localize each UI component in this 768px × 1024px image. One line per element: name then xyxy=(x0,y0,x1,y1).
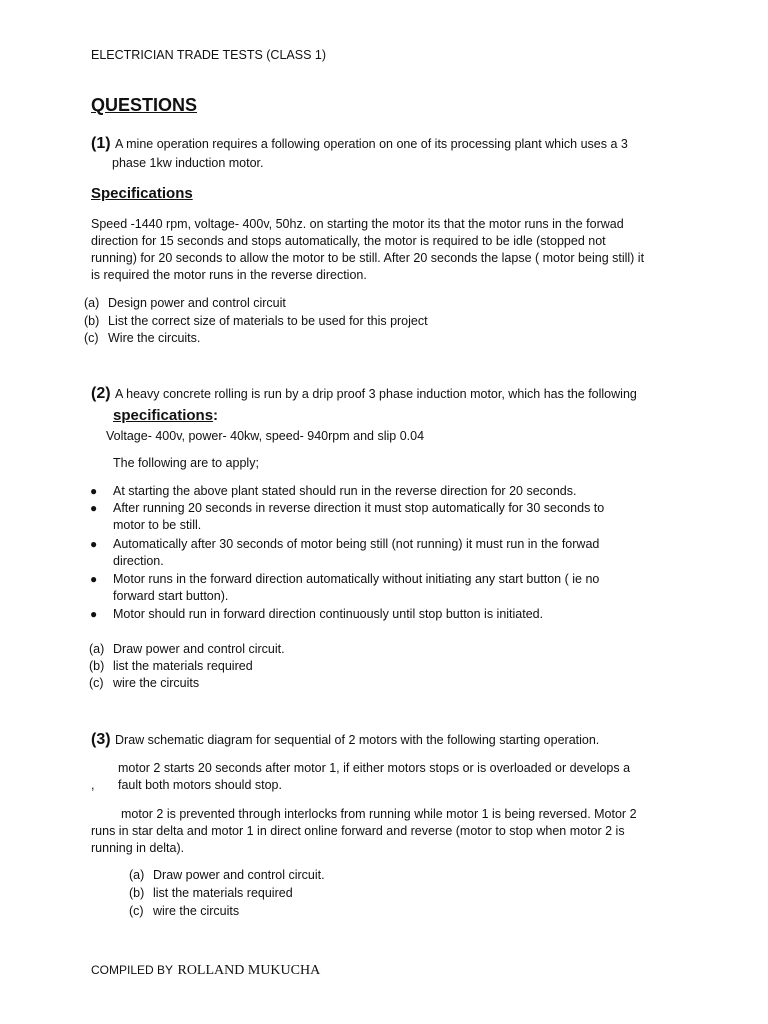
task-text: Wire the circuits. xyxy=(108,331,201,345)
bullet-text: After running 20 seconds in reverse direction it must stop automatically for 30 seconds to xyxy=(113,501,605,515)
task-item xyxy=(89,658,253,675)
author-name: ROLLAND MUKUCHA xyxy=(177,963,321,978)
question-1-intro-line2: phase 1kw induction motor. xyxy=(112,156,264,170)
bullet-icon: ● xyxy=(90,607,98,621)
spec-line: Speed -1440 rpm, voltage- 400v, 50hz. on starting the motor its that the motor runs in the forwad xyxy=(91,217,624,231)
task-marker: (b) xyxy=(84,314,100,328)
condition-comma: , xyxy=(91,778,95,792)
task-marker: (a) xyxy=(84,296,100,310)
bullet-text: Motor should run in forward direction continuously until stop button is initiated. xyxy=(113,607,544,621)
task-text: wire the circuits xyxy=(153,904,240,918)
task-item xyxy=(129,885,293,902)
question-number: (2) xyxy=(91,385,111,402)
interlock-line: running in delta). xyxy=(91,841,185,855)
condition-line: motor 2 starts 20 seconds after motor 1, if either motors stops or is overloaded or develops a xyxy=(118,761,631,775)
bullet-icon: ● xyxy=(90,501,98,515)
document-header: ELECTRICIAN TRADE TESTS (CLASS 1) xyxy=(91,48,327,62)
task-text: Draw power and control circuit. xyxy=(153,868,325,882)
spec-heading-colon: : xyxy=(213,407,219,424)
question-number: (1) xyxy=(91,135,111,152)
task-marker: (a) xyxy=(89,642,105,656)
bullet-icon: ● xyxy=(90,572,98,586)
spec-line: running) for 20 seconds to allow the motor to be still. After 20 seconds the lapse ( motor being still) it xyxy=(91,251,645,265)
compiled-by-label: COMPILED BY xyxy=(91,963,174,977)
bullet-text: Automatically after 30 seconds of motor being still (not running) it must run in the forwad xyxy=(113,537,600,551)
question-3-intro xyxy=(91,731,599,749)
bullet-text: At starting the above plant stated should run in the reverse direction for 20 seconds. xyxy=(113,484,577,498)
bullet-text: direction. xyxy=(113,554,164,568)
bullet-icon: ● xyxy=(90,484,98,498)
task-text: list the materials required xyxy=(113,659,253,673)
question-text: A heavy concrete rolling is run by a drip proof 3 phase induction motor, which has the following xyxy=(115,387,637,401)
bullet-text: Motor runs in the forward direction automatically without initiating any start button ( ie no xyxy=(113,572,600,586)
questions-heading: QUESTIONS xyxy=(91,95,198,115)
spec-line: Voltage- 400v, power- 40kw, speed- 940rpm and slip 0.04 xyxy=(106,429,425,443)
question-2-intro xyxy=(91,385,637,403)
task-text: Design power and control circuit xyxy=(108,296,286,310)
bullet-text: motor to be still. xyxy=(113,518,202,532)
task-item xyxy=(129,867,325,884)
task-item xyxy=(84,295,286,312)
question-1-intro xyxy=(91,135,628,153)
task-text: List the correct size of materials to be used for this project xyxy=(108,314,428,328)
task-text: Draw power and control circuit. xyxy=(113,642,285,656)
task-marker: (c) xyxy=(129,904,144,918)
spec-line: direction for 15 seconds and stops automatically, the motor is required to be idle (stopped not xyxy=(91,234,606,248)
bullet-icon: ● xyxy=(90,537,98,551)
specifications-heading-2 xyxy=(113,407,218,425)
document-footer xyxy=(91,961,320,979)
apply-line: The following are to apply; xyxy=(113,456,259,470)
task-marker: (b) xyxy=(129,886,145,900)
condition-line: fault both motors should stop. xyxy=(118,778,282,792)
spec-heading-text: specifications xyxy=(113,407,214,424)
interlock-line: motor 2 is prevented through interlocks from running while motor 1 is being reversed. Motor 2 xyxy=(121,807,637,821)
task-text: wire the circuits xyxy=(113,676,200,690)
task-item xyxy=(84,330,200,347)
task-text: list the materials required xyxy=(153,886,293,900)
specifications-heading: Specifications xyxy=(91,185,193,202)
task-item xyxy=(84,313,428,330)
question-number: (3) xyxy=(91,731,111,748)
question-text: Draw schematic diagram for sequential of 2 motors with the following starting operation. xyxy=(115,733,600,747)
question-text: A mine operation requires a following operation on one of its processing plant which uses a 3 xyxy=(115,137,628,151)
spec-line: is required the motor runs in the reverse direction. xyxy=(91,268,367,282)
task-marker: (a) xyxy=(129,868,145,882)
task-marker: (c) xyxy=(89,676,104,690)
bullet-text: forward start button). xyxy=(113,589,229,603)
task-item xyxy=(89,641,285,658)
task-marker: (b) xyxy=(89,659,105,673)
task-item xyxy=(89,675,199,692)
task-item xyxy=(129,903,239,920)
interlock-line: runs in star delta and motor 1 in direct online forward and reverse (motor to stop when motor 2 is xyxy=(91,824,625,838)
task-marker: (c) xyxy=(84,331,99,345)
